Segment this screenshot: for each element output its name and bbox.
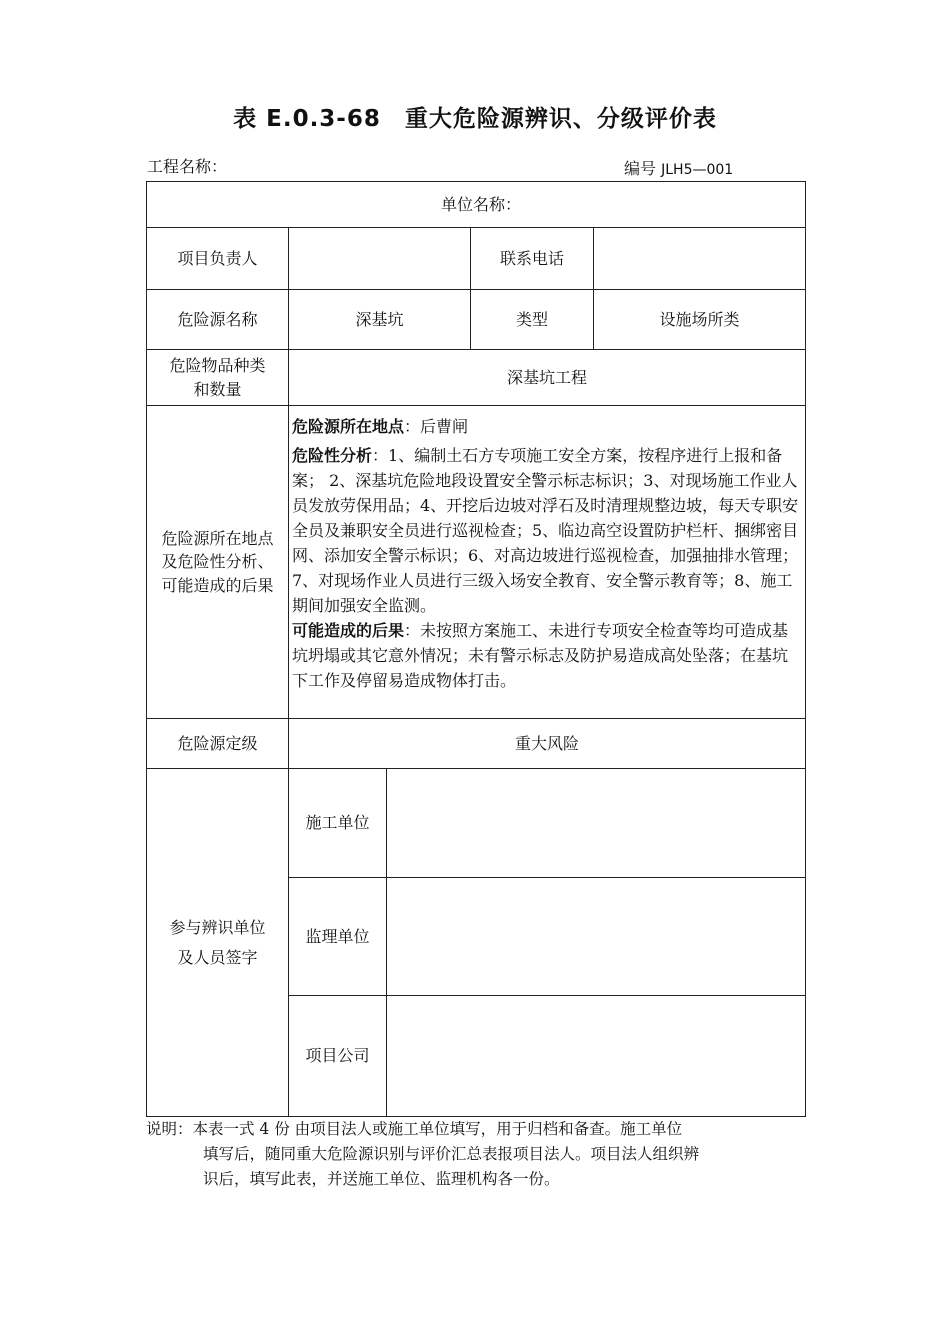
sign-field-project-company[interactable]: [387, 996, 806, 1117]
phone-label: 联系电话: [471, 228, 594, 290]
unit-name-label: 单位名称：: [440, 194, 521, 214]
hazard-name-label: 危险源名称: [147, 290, 289, 350]
sign-label-line-2: 及人员签字: [177, 947, 258, 967]
goods-label: [147, 350, 289, 406]
analysis-label-line-3: 可能造成的后果: [161, 575, 274, 595]
project-leader-label: 项目负责人: [147, 228, 289, 290]
analysis-content: [289, 406, 806, 719]
goods-label-line-1: 危险物品种类: [169, 356, 266, 376]
hazard-name-value: 深基坑: [289, 290, 471, 350]
analysis-label-line-2: 及危险性分析、: [161, 552, 274, 572]
consequence-label: 可能造成的后果: [292, 621, 405, 640]
project-name-label: 工程名称：: [147, 157, 228, 176]
type-value: 设施场所类: [594, 290, 806, 350]
form-note: [146, 1117, 808, 1192]
analysis-label-line-1: 危险源所在地点: [161, 529, 274, 549]
phone-field[interactable]: [594, 228, 806, 290]
location-label: 危险源所在地点: [292, 417, 405, 436]
sign-field-construction[interactable]: [387, 769, 806, 878]
note-line-3: 识后，填写此表，并送施工单位、监理机构各一份。: [203, 1170, 560, 1188]
risk-analysis-label: 危险性分析: [292, 446, 373, 465]
goods-label-line-2: 和数量: [193, 379, 242, 399]
sign-row-label: 项目公司: [289, 996, 387, 1117]
sign-field-supervision[interactable]: [387, 878, 806, 996]
goods-value: 深基坑工程: [289, 350, 806, 406]
form-number: [624, 156, 733, 179]
location-paragraph: [292, 414, 802, 439]
number-label: 编号: [624, 159, 657, 178]
sign-row-label: 监理单位: [289, 878, 387, 996]
sign-label-line-1: 参与辨识单位: [169, 918, 266, 938]
level-value: 重大风险: [289, 719, 806, 769]
level-label: 危险源定级: [147, 719, 289, 769]
consequence-value: ：未按照方案施工、未进行专项安全检查等均可造成基坑坍塌或其它意外情况；未有警示标志及防护易造成高处坠落；在基坑下工作及停留易造成物体打击。: [292, 621, 789, 690]
sign-label: [147, 769, 289, 1117]
location-value: ：后曹闸: [404, 417, 469, 436]
risk-analysis-paragraph: [292, 443, 802, 618]
consequence-paragraph: [292, 618, 802, 693]
number-value: JLH5—001: [661, 162, 734, 178]
risk-analysis-value: ：1、编制土石方专项施工安全方案，按程序进行上报和备案； 2、深基坑危险地段设置安全警示标志标识；3、对现场施工作业人员发放劳保用品；4、开挖后边坡对浮石及时清理规整边坡，每天专职安全员及兼职安全员进行巡视检查；5、临边高空设置防护栏杆、捆绑密目网、添加安全警示标识；6、对高边坡进行巡视检查，加强抽排水管理；7、对现场作业人员进行三级入场安全教育、安全警示教育等；8、施工期间加强安全监测。: [292, 446, 799, 615]
analysis-label: [147, 406, 289, 719]
form-title: 表 E.0.3-68 重大危险源辨识、分级评价表: [233, 106, 717, 132]
note-line-2: 填写后，随同重大危险源识别与评价汇总表报项目法人。项目法人组织辨: [203, 1145, 700, 1163]
type-label: 类型: [471, 290, 594, 350]
sign-row-label: 施工单位: [289, 769, 387, 878]
unit-name-cell: [147, 182, 806, 228]
hazard-evaluation-table: [146, 181, 806, 1117]
project-leader-field[interactable]: [289, 228, 471, 290]
note-line-1: 说明：本表一式 4 份 由项目法人或施工单位填写，用于归档和备查。施工单位: [146, 1120, 683, 1138]
